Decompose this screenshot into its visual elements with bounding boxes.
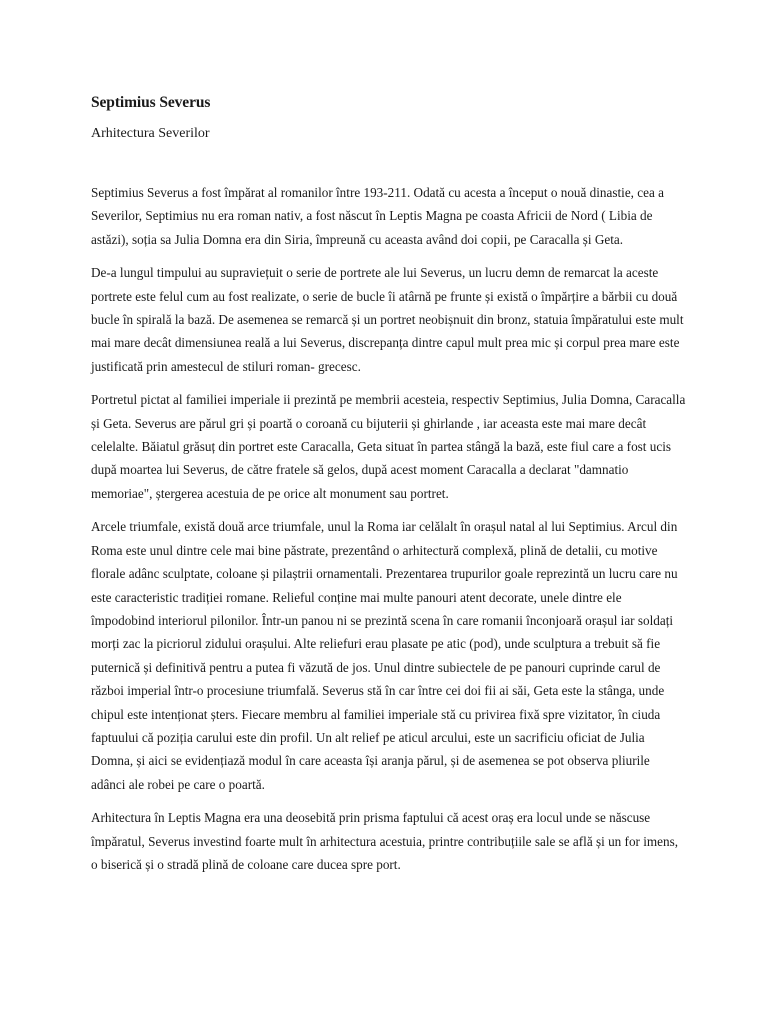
paragraph-portraits: De-a lungul timpului au supraviețuit o serie de portrete ale lui Severus, un lucru demn de remarcat la aceste portrete este felul cum au fost realizate, o serie de bucle îi atârnă pe frunte și există o împărțire a bărbii cu două bucle în spirală la bază. De asemenea se remarcă și un portret neobișnuit din bronz, statuia împăratului este mult mai mare decât dimensiunea reală a lui Severus, discrepanța dintre capul mult prea mic și corpul prea mare este justificată prin amestecul de stiluri roman- grecesc.	[91, 265, 684, 374]
paragraph-introduction: Septimius Severus a fost împărat al romanilor între 193-211. Odată cu acesta a început o nouă dinastie, cea a Severilor, Septimius nu era roman nativ, a fost născut în Leptis Magna pe coasta Africii de Nord ( Libia de astăzi), soția sa Julia Domna era din Siria, împreună cu aceasta având doi copii, pe Caracalla și Geta.	[91, 185, 664, 247]
paragraph-triumphal-arches: Arcele triumfale, există două arce triumfale, unul la Roma iar celălalt în orașul natal al lui Septimius. Arcul din Roma este unul dintre cele mai bine păstrate, prezentând o arhitectură complexă, plină de detalii, cu motive florale adânc sculptate, coloane și pilaștrii ornamentali. Prezentarea trupurilor goale reprezintă un lucru care nu este caracteristic tradiției romane. Relieful conține mai multe panouri atent decorate, unele dintre ele împodobind interiorul pilonilor. Într-un panou ni se prezintă scena în care romanii înconjoară orașul iar soldați morți zac la picriorul zidului orașului. Alte reliefuri erau plasate pe atic (pod), unde sculptura a trebuit să fie puternică și definitivă pentru a putea fi văzută de jos. Unul dintre subiectele de pe panouri cuprinde carul de război imperial într-o procesiune triumfală. Severus stă în car între cei doi fii ai săi, Geta este la stânga, unde chipul este intenționat șters. Fiecare membru al familiei imperiale stă cu privirea fixă spre vizitator, în ciuda faptuului că poziția carului este din profil. Un alt relief pe aticul arcului, este un sacrificiu oficiat de Julia Domna, și aici se evidențiază modul în care aceasta își aranja părul, și de asemenea se pot observa pliurile adânci ale robei pe care o poartă.	[91, 519, 678, 792]
paragraph-family-portrait: Portretul pictat al familiei imperiale ii prezintă pe membrii acesteia, respectiv Septimius, Julia Domna, Caracalla și Geta. Severus are părul gri și poartă o coroană cu bijuterii și ghirlande , iar aceasta este mai mare decât celelalte. Băiatul grăsuț din portret este Caracalla, Geta situat în partea stângă la bază, este fiul care a fost ucis după moartea lui Severus, de către fratele să gelos, după acest moment Caracalla a declarat "damnatio memoriae", ștergerea acestuia de pe orice alt monument sau portret.	[91, 392, 686, 501]
document-body	[91, 92, 686, 886]
document-subtitle: Arhitectura Severilor	[91, 126, 210, 141]
document-title: Septimius Severus	[91, 94, 211, 111]
paragraph-leptis-magna: Arhitectura în Leptis Magna era una deosebită prin prisma faptului că acest oraș era locul unde se născuse împăratul, Severus investind foarte mult în arhitectura acestuia, printre contribuțiile sale se află și un for imens, o biserică și o stradă plină de coloane care ducea spre port.	[91, 810, 679, 872]
